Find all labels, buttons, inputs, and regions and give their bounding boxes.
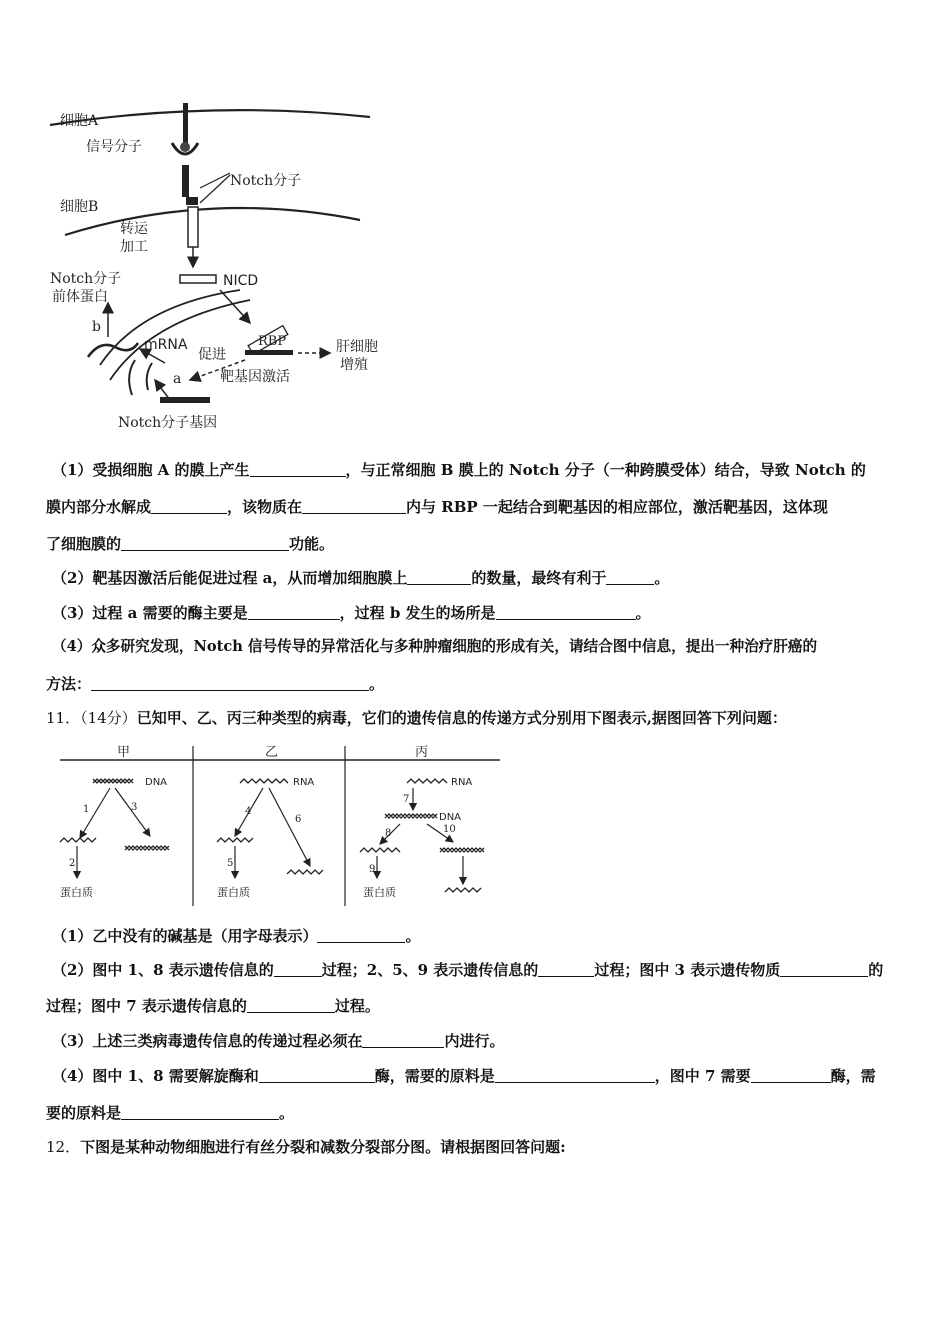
q11-stem: 11．（14分）已知甲、乙、丙三种类型的病毒，它们的遗传信息的传递方式分别用下图表示,据图回答下列问题： [46,709,787,727]
answer-blank[interactable] [606,569,654,585]
col-bing: 丙 [415,745,429,760]
answer-blank[interactable] [780,961,868,977]
label-transport-1: 转运 [120,221,148,237]
label-activation: 靶基因激活 [220,369,290,385]
bing-dna-label: DNA [439,812,462,823]
answer-blank[interactable] [407,569,471,585]
answer-blank[interactable] [250,461,346,477]
label-precursor-2: 前体蛋白 [52,289,108,305]
q11-line-6: 要的原料是 。 [46,1104,295,1122]
nicd-fragment [180,275,216,283]
label-promote: 促进 [198,347,226,363]
q11-line-3: 过程；图中 7 表示遗传信息的 过程。 [46,997,380,1015]
jia-dna-label: DNA [145,777,168,788]
num-6: 6 [295,814,302,825]
label-notch: Notch分子 [230,173,302,189]
label-signal-molecule: 信号分子 [86,139,142,155]
col-yi: 乙 [265,745,279,760]
answer-blank[interactable] [302,498,406,514]
answer-blank[interactable] [496,604,636,620]
answer-blank[interactable] [247,997,335,1013]
jia-dna [93,779,133,783]
label-nicd: NICD [223,273,259,289]
yi-rna-label: RNA [293,777,315,788]
answer-blank[interactable] [121,535,289,551]
q11-line-1: （1）乙中没有的碱基是（用字母表示） 。 [52,927,421,945]
bing-rna [407,779,447,783]
label-cell-a: 细胞A [60,113,99,129]
q10-line-4: （2）靶基因激活后能促进过程 a，从而增加细胞膜上 的数量，最终有利于 。 [52,569,670,587]
bing-rna-label: RNA [451,777,473,788]
label-liver-1: 肝细胞 [336,339,378,355]
label-rbp: RBP [258,334,287,349]
num-10: 10 [443,824,456,835]
num-7: 7 [403,794,410,805]
label-a: a [173,371,182,387]
answer-blank[interactable] [121,1104,279,1120]
label-notch-gene: Notch分子基因 [118,415,218,431]
q11-line-2: （2）图中 1、8 表示遗传信息的 过程；2、5、9 表示遗传信息的 过程；图中 3 表示遗传物质 的 [52,961,884,979]
yi-protein: 蛋白质 [217,886,250,899]
answer-blank[interactable] [151,498,227,514]
q10-line-5: （3）过程 a 需要的酶主要是 ，过程 b 发生的场所是 。 [52,604,651,622]
label-liver-2: 增殖 [340,357,368,373]
answer-blank[interactable] [538,961,594,977]
q10-line-7: 方法： 。 [46,675,385,693]
answer-blank[interactable] [91,675,369,691]
jia-protein: 蛋白质 [60,886,93,899]
num-4: 4 [245,806,252,817]
num-1: 1 [83,804,90,815]
num-8: 8 [385,828,392,839]
label-mrna: mRNA [144,337,188,353]
num-2: 2 [69,858,76,869]
q10-line-2: 膜内部分水解成 ，该物质在 内与 RBP 一起结合到靶基因的相应部位，激活靶基因，这体现 [46,498,828,516]
label-precursor-1: Notch分子 [50,271,122,287]
q10-line-1: （1）受损细胞 A 的膜上产生 ，与正常细胞 B 膜上的 Notch 分子（一种跨膜受体）结合，导致 Notch 的 [52,461,866,479]
q11-line-5: （4）图中 1、8 需要解旋酶和 酶，需要的原料是 ，图中 7 需要 酶，需 [52,1067,876,1085]
q12-stem: 12．下图是某种动物细胞进行有丝分裂和减数分裂部分图。请根据图回答问题: [46,1138,566,1156]
q10-line-3: 了细胞膜的 功能。 [46,535,335,553]
answer-blank[interactable] [495,1067,655,1083]
q10-line-6: （4）众多研究发现，Notch 信号传导的异常活化与多种肿瘤细胞的形成有关，请结合图中信息，提出一种治疗肝癌的 [52,638,818,655]
signal-molecule [183,103,188,143]
col-jia: 甲 [117,745,131,760]
num-9: 9 [369,864,376,875]
label-transport-2: 加工 [120,239,148,255]
answer-blank[interactable] [751,1067,831,1083]
answer-blank[interactable] [274,961,322,977]
num-3: 3 [131,802,138,813]
bing-protein: 蛋白质 [363,886,396,899]
notch-receptor [182,165,189,197]
notch-signaling-diagram [40,95,410,440]
answer-blank[interactable] [317,927,405,943]
answer-blank[interactable] [259,1067,375,1083]
num-5: 5 [227,858,234,869]
virus-transmission-diagram [55,738,505,908]
answer-blank[interactable] [248,604,340,620]
cell-b-membrane [65,208,360,235]
label-cell-b: 细胞B [60,199,99,215]
bing-dna [385,814,437,818]
yi-rna [240,779,288,783]
notch-gene [160,397,210,403]
q11-line-4: （3）上述三类病毒遗传信息的传递过程必须在 内进行。 [52,1032,505,1050]
label-b: b [92,319,101,335]
answer-blank[interactable] [362,1032,444,1048]
